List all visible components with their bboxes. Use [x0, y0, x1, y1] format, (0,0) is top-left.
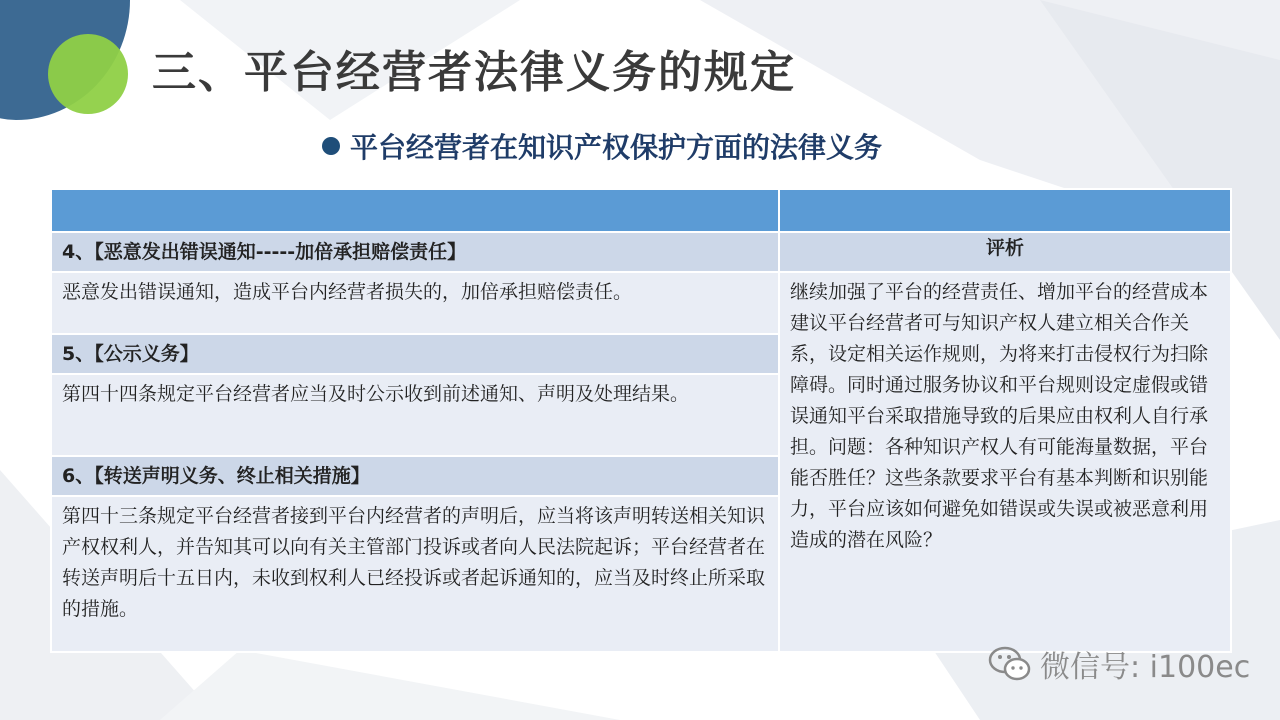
evaluation-heading: 评析 — [779, 232, 1231, 272]
wechat-icon — [988, 644, 1032, 684]
section-heading: 4、【恶意发出错误通知-----加倍承担赔偿责任】 — [51, 232, 779, 272]
bullet-dot-icon — [322, 137, 340, 155]
table-row — [51, 272, 1231, 334]
table-header-cell-right — [779, 189, 1231, 232]
section-body: 第四十三条规定平台经营者接到平台内经营者的声明后，应当将该声明转送相关知识产权权利人，并告知其可以向有关主管部门投诉或者向人民法院起诉；平台经营者在转送声明后十五日内，未收到权利人已经投诉或者起诉通知的，应当及时终止所采取的措施。 — [51, 496, 779, 652]
section-heading: 5、【公示义务】 — [51, 334, 779, 374]
section-body: 第四十四条规定平台经营者应当及时公示收到前述通知、声明及处理结果。 — [51, 374, 779, 456]
corner-green-circle — [48, 34, 128, 114]
evaluation-paragraph: 建议平台经营者可与知识产权人建立相关合作关系，设定相关运作规则，为将来打击侵权行为扫除障碍。同时通过服务协议和平台规则设定虚假或错误通知平台采取措施导致的后果应由权利人自行承担。问题：各种知识产权人有可能海量数据，平台能否胜任？这些条款要求平台有基本判断和识别能力，平台应该如何避免如错误或失误或被恶意利用造成的潜在风险？ — [790, 312, 1209, 551]
wechat-watermark — [988, 642, 1250, 686]
slide-subtitle — [322, 126, 882, 166]
section-body: 恶意发出错误通知，造成平台内经营者损失的，加倍承担赔偿责任。 — [51, 272, 779, 334]
table-row — [51, 232, 1231, 272]
subtitle-text: 平台经营者在知识产权保护方面的法律义务 — [350, 131, 883, 164]
watermark-text: 微信号: i100ec — [1040, 650, 1251, 685]
table-header-cell-left — [51, 189, 779, 232]
table-header-row — [51, 189, 1231, 232]
evaluation-body — [779, 272, 1231, 652]
slide-title: 三、平台经营者法律义务的规定 — [152, 47, 796, 98]
obligations-table — [50, 188, 1232, 653]
evaluation-paragraph: 继续加强了平台的经营责任、增加平台的经营成本 — [790, 281, 1209, 303]
section-heading: 6、【转送声明义务、终止相关措施】 — [51, 456, 779, 496]
